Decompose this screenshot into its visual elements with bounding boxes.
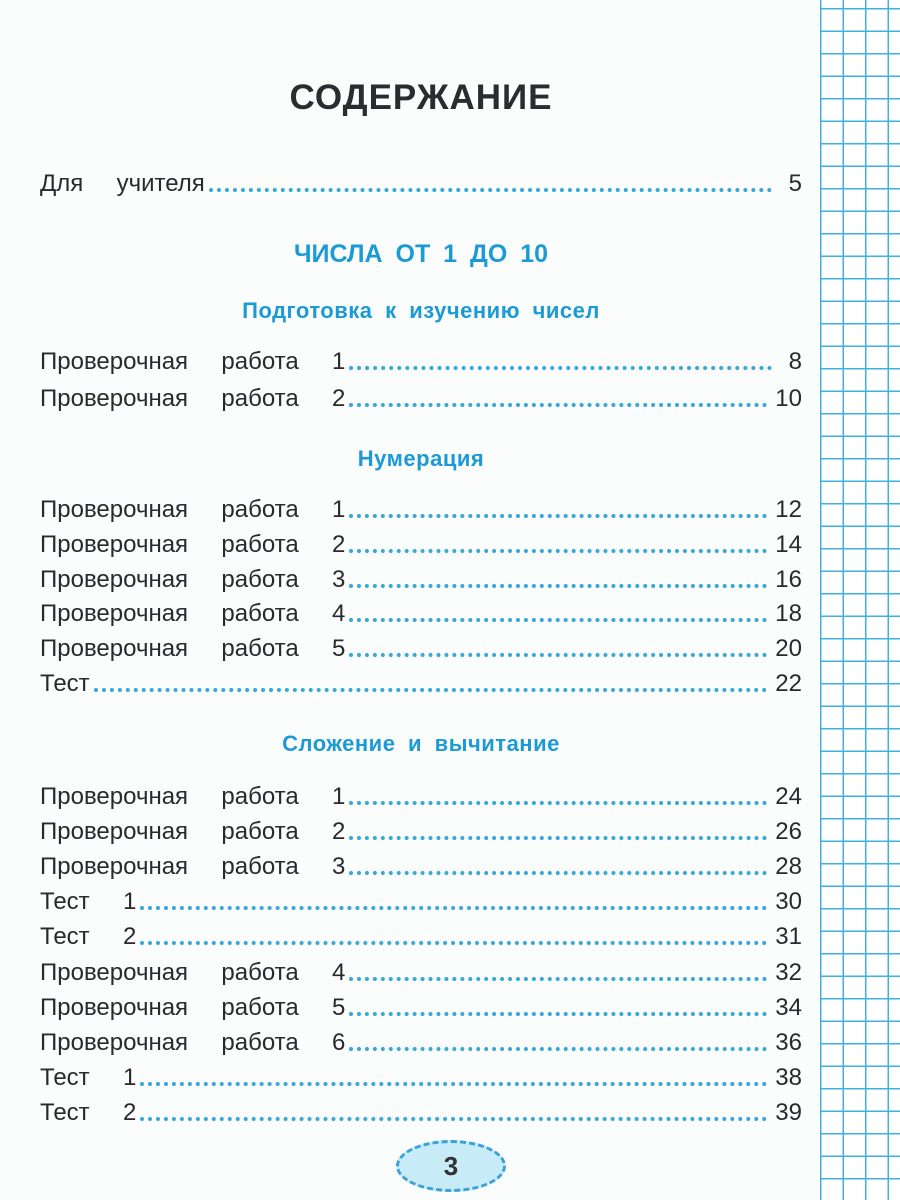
dot-leader bbox=[349, 653, 767, 657]
dot-leader bbox=[140, 941, 767, 945]
section-heading: Сложение и вычитание bbox=[282, 731, 560, 756]
page-number-badge bbox=[396, 1140, 506, 1192]
toc-entry-label: Проверочная работа 1 bbox=[40, 348, 346, 375]
toc-entry-page: 8 bbox=[788, 348, 802, 375]
graph-paper-margin bbox=[820, 0, 900, 1200]
toc-entry[interactable] bbox=[40, 777, 802, 811]
toc-entry-page: 32 bbox=[775, 958, 802, 986]
toc-entry-page: 31 bbox=[775, 923, 802, 951]
toc-entry-label: Проверочная работа 6 bbox=[40, 1028, 346, 1056]
dot-leader bbox=[349, 584, 767, 588]
toc-entry-page: 39 bbox=[775, 1098, 802, 1126]
toc-entry-label: Проверочная работа 1 bbox=[40, 496, 346, 523]
toc-entry-page: 18 bbox=[775, 600, 802, 628]
toc-entry-label: Проверочная работа 2 bbox=[40, 818, 346, 846]
toc-entry-page: 24 bbox=[775, 783, 802, 810]
dot-leader bbox=[349, 549, 767, 553]
toc-entry-label: Проверочная работа 2 bbox=[40, 385, 346, 412]
toc-entry[interactable] bbox=[40, 953, 802, 987]
dot-leader bbox=[349, 514, 767, 518]
page-title: СОДЕРЖАНИЕ bbox=[289, 78, 553, 117]
dot-leader bbox=[349, 801, 767, 805]
toc-entry-label: Для учителя bbox=[40, 170, 205, 197]
toc-entry[interactable] bbox=[40, 560, 802, 594]
toc-entry-label: Тест 2 bbox=[40, 923, 137, 951]
toc-entry-label: Тест 1 bbox=[40, 1063, 137, 1091]
toc-entry-label: Проверочная работа 3 bbox=[40, 565, 346, 593]
toc-entry[interactable] bbox=[40, 525, 802, 559]
dot-leader bbox=[140, 906, 767, 910]
toc-entry[interactable] bbox=[40, 490, 802, 524]
toc-entry[interactable] bbox=[40, 988, 802, 1022]
toc-entry[interactable] bbox=[40, 664, 802, 698]
toc-entry-label: Тест 2 bbox=[40, 1098, 137, 1126]
page-number: 3 bbox=[443, 1150, 459, 1181]
toc-entry-label: Проверочная работа 2 bbox=[40, 530, 346, 558]
toc-entry-page: 22 bbox=[775, 670, 802, 697]
dot-leader bbox=[349, 871, 767, 875]
toc-entry-label: Тест bbox=[40, 670, 90, 697]
dot-leader bbox=[209, 188, 772, 192]
toc-entry-label: Проверочная работа 5 bbox=[40, 635, 346, 663]
toc-entry-label: Проверочная работа 4 bbox=[40, 958, 346, 986]
toc-entry-page: 36 bbox=[775, 1028, 802, 1056]
section-heading: Подготовка к изучению чисел bbox=[242, 298, 600, 323]
toc-entry-label: Проверочная работа 4 bbox=[40, 600, 346, 628]
dot-leader bbox=[94, 688, 768, 692]
toc-entry-page: 28 bbox=[775, 853, 802, 881]
dot-leader bbox=[349, 403, 767, 407]
toc-entry-page: 30 bbox=[775, 888, 802, 916]
toc-entry-label: Проверочная работа 5 bbox=[40, 993, 346, 1021]
toc-entry-label: Проверочная работа 1 bbox=[40, 783, 346, 810]
dot-leader bbox=[140, 1082, 767, 1086]
toc-entry-page: 34 bbox=[775, 993, 802, 1021]
dot-leader bbox=[349, 618, 767, 622]
toc-entry-page: 26 bbox=[775, 818, 802, 846]
dot-leader bbox=[349, 977, 767, 981]
dot-leader bbox=[349, 1012, 767, 1016]
toc-entry-label: Тест 1 bbox=[40, 888, 137, 916]
toc-entry[interactable] bbox=[40, 1058, 802, 1092]
toc-entry[interactable] bbox=[40, 882, 802, 916]
toc-entry[interactable] bbox=[40, 1023, 802, 1057]
toc-entry[interactable] bbox=[40, 342, 802, 376]
toc-entry-page: 12 bbox=[775, 496, 802, 523]
toc-entry[interactable] bbox=[40, 812, 802, 846]
toc-entry-page: 20 bbox=[775, 635, 802, 663]
toc-entry[interactable] bbox=[40, 379, 802, 413]
toc-entry[interactable] bbox=[40, 164, 802, 198]
toc-entry-page: 14 bbox=[775, 530, 802, 558]
dot-leader bbox=[349, 1047, 767, 1051]
toc-entry-page: 38 bbox=[775, 1063, 802, 1091]
toc-entry-label: Проверочная работа 3 bbox=[40, 853, 346, 881]
toc-entry[interactable] bbox=[40, 594, 802, 628]
section-heading: Нумерация bbox=[357, 446, 485, 471]
toc-entry-page: 16 bbox=[775, 565, 802, 593]
toc-entry[interactable] bbox=[40, 629, 802, 663]
toc-entry[interactable] bbox=[40, 847, 802, 881]
part-heading: ЧИСЛА ОТ 1 ДО 10 bbox=[293, 240, 549, 268]
toc-entry-page: 5 bbox=[788, 170, 802, 197]
toc-entry[interactable] bbox=[40, 1093, 802, 1127]
toc-entry[interactable] bbox=[40, 917, 802, 951]
dot-leader bbox=[140, 1117, 767, 1121]
dot-leader bbox=[349, 366, 772, 370]
toc-entry-page: 10 bbox=[775, 385, 802, 412]
dot-leader bbox=[349, 836, 767, 840]
